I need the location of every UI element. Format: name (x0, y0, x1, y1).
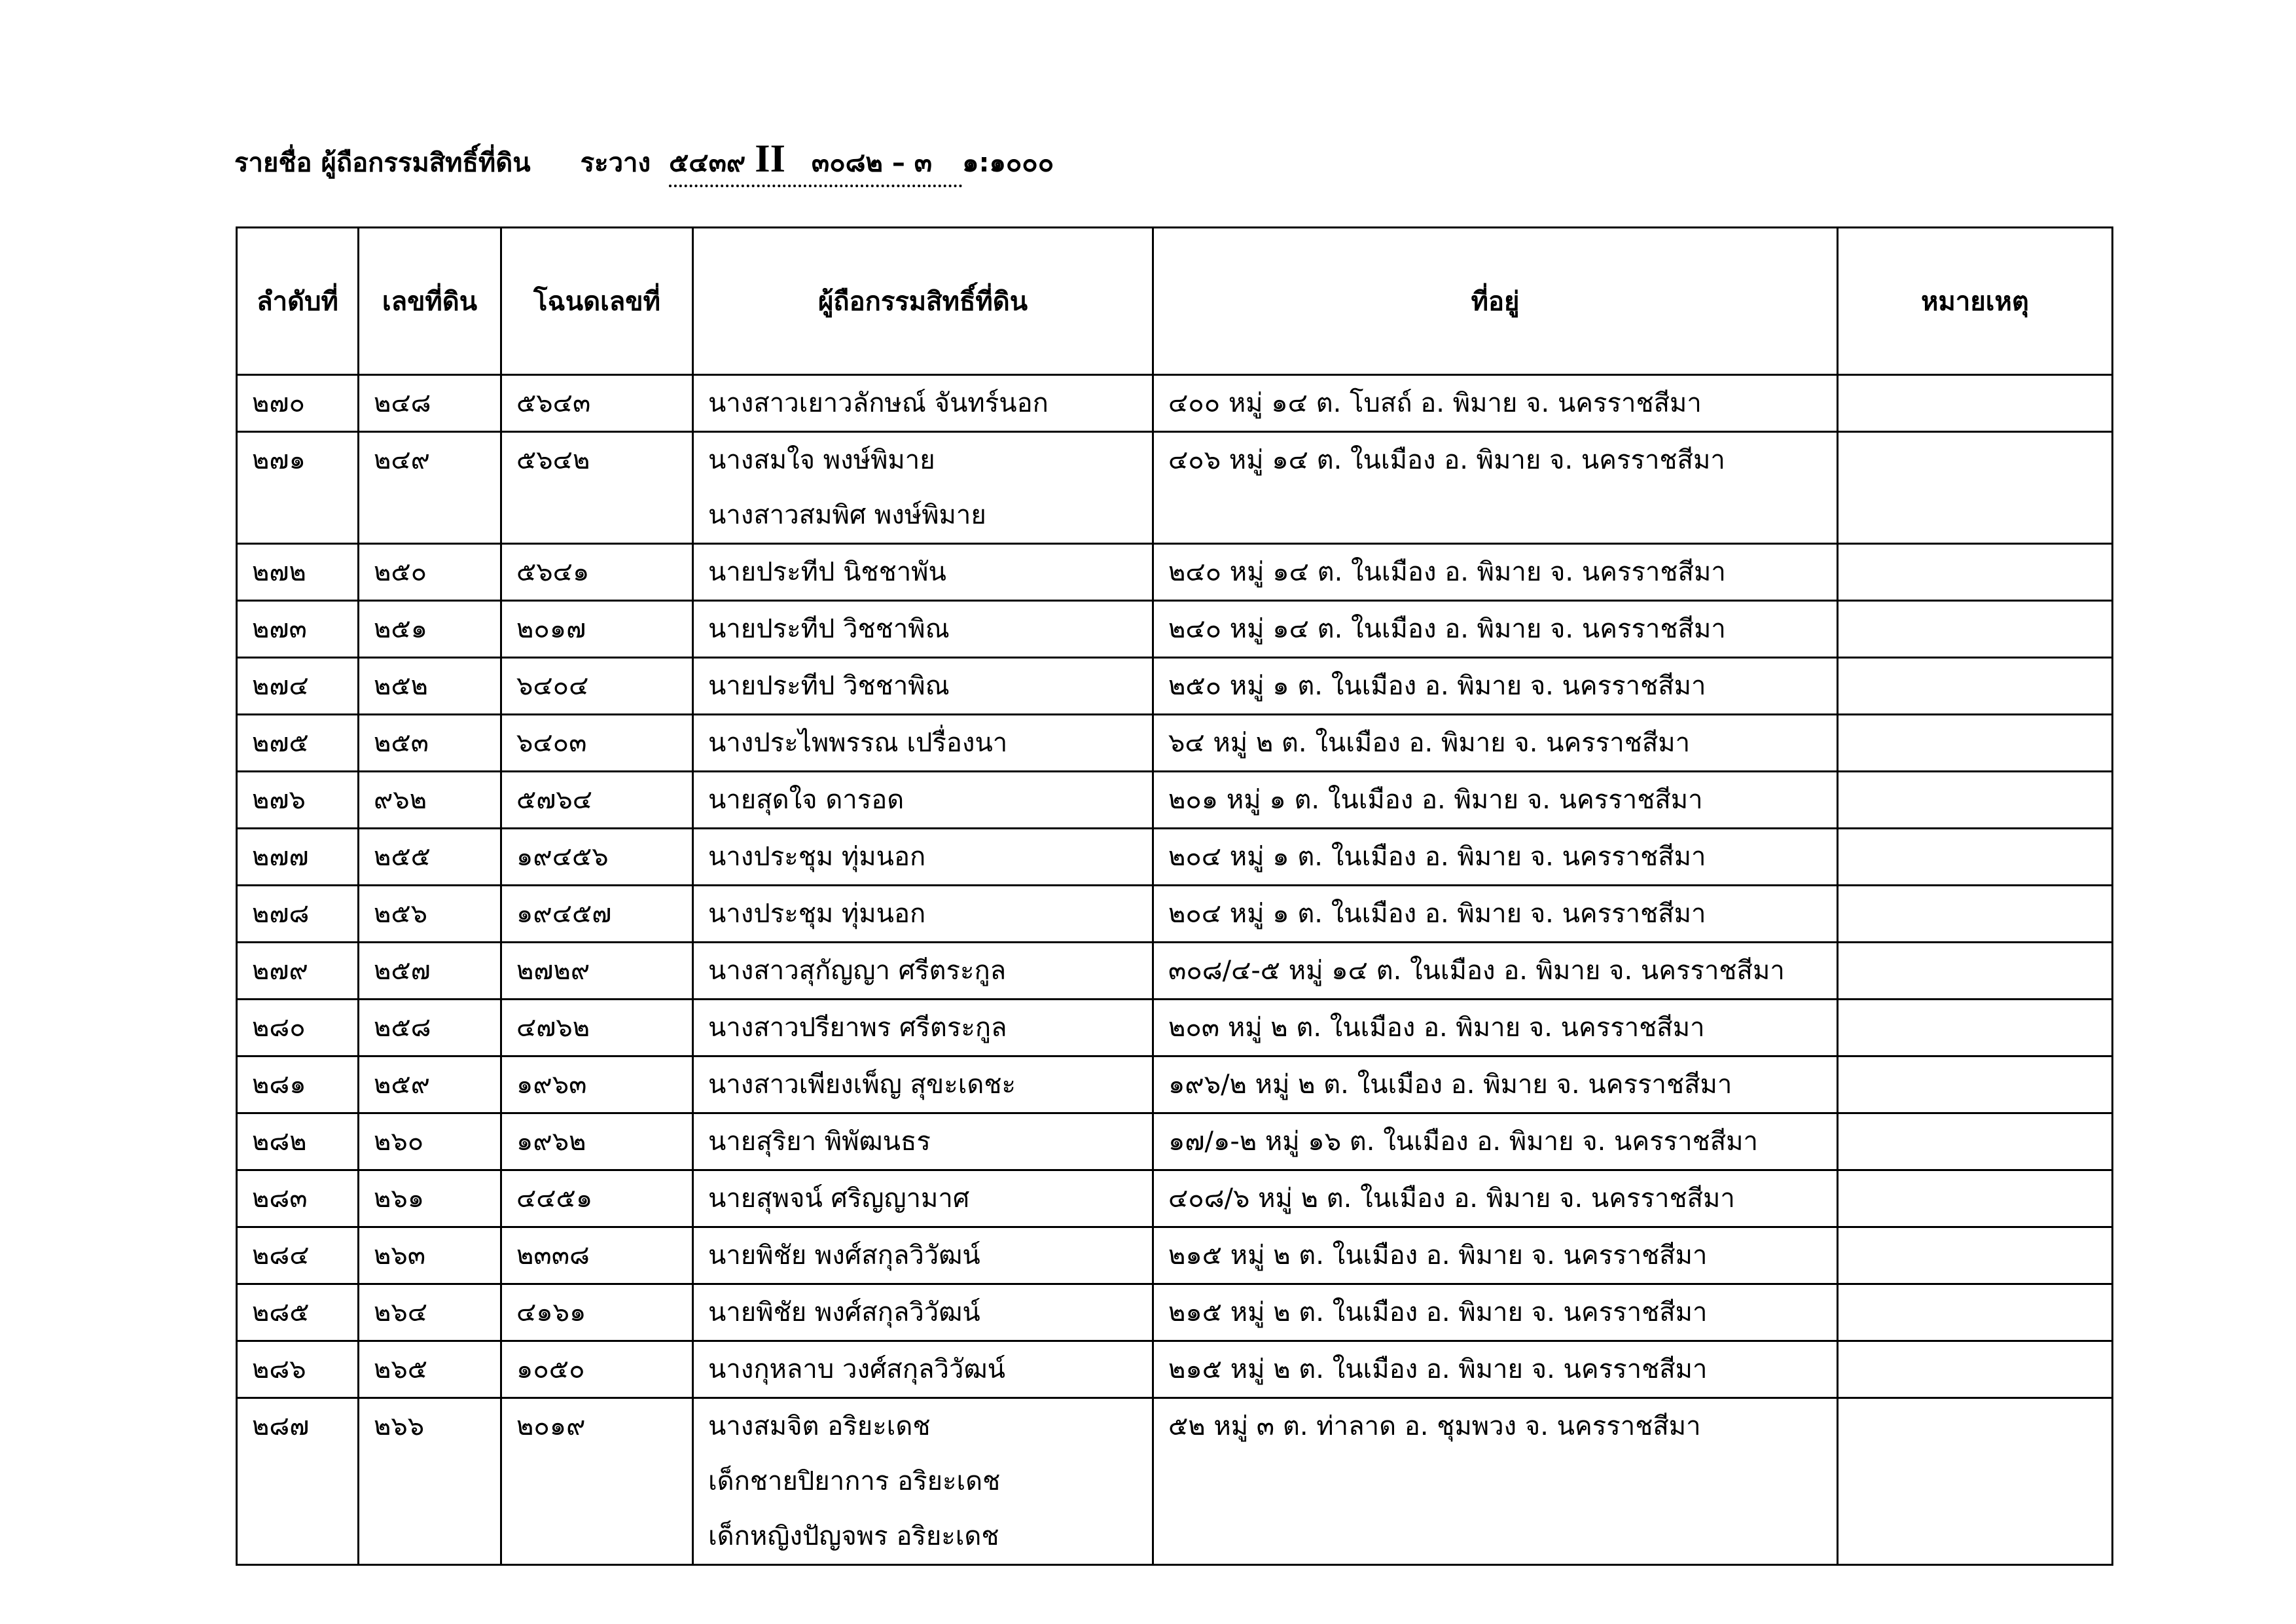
owner-name: นายสุริยา พิพัฒนธร (708, 1127, 931, 1157)
table-row (237, 943, 2113, 1000)
owner-name: นางสาวเยาวลักษณ์ จันทร์นอก (708, 388, 1049, 418)
cell-parcel-no: ๒๔๘ (359, 375, 501, 432)
cell-parcel-no: ๒๕๑ (359, 601, 501, 658)
cell-owners (693, 1056, 1153, 1113)
cell-address: ๒๐๓ หมู่ ๒ ต. ในเมือง อ. พิมาย จ. นครราชสีมา (1153, 1000, 1838, 1056)
table-row (237, 715, 2113, 772)
cell-order-no: ๒๗๕ (237, 715, 359, 772)
owner-name: นายพิชัย พงศ์สกุลวิวัฒน์ (708, 1297, 980, 1327)
owner-name: นายสุดใจ ดารอด (708, 785, 905, 815)
cell-order-no: ๒๘๗ (237, 1398, 359, 1565)
cell-address: ๒๔๐ หมู่ ๑๔ ต. ในเมือง อ. พิมาย จ. นครราชสีมา (1153, 601, 1838, 658)
cell-parcel-no: ๒๕๓ (359, 715, 501, 772)
cell-owners (693, 1000, 1153, 1056)
cell-order-no: ๒๗๓ (237, 601, 359, 658)
table-row (237, 544, 2113, 601)
document-title (234, 136, 1054, 189)
owner-name: นายประทีป วิชชาพิณ (708, 671, 950, 701)
cell-owners (693, 375, 1153, 432)
cell-note (1838, 1113, 2113, 1170)
table-row (237, 1398, 2113, 1565)
cell-note (1838, 1170, 2113, 1227)
cell-deed-no: ๔๔๕๑ (501, 1170, 693, 1227)
table-row (237, 886, 2113, 943)
owner-name: นางสมใจ พงษ์พิมาย (708, 445, 935, 475)
header-address: ที่อยู่ (1153, 228, 1838, 375)
owner-name: นางสาวสุกัญญา ศรีตระกูล (708, 956, 1007, 986)
table-body (237, 375, 2113, 1565)
table-row (237, 1341, 2113, 1398)
table-row (237, 601, 2113, 658)
cell-address: ๒๔๐ หมู่ ๑๔ ต. ในเมือง อ. พิมาย จ. นครราชสีมา (1153, 544, 1838, 601)
header-order-no: ลำดับที่ (237, 228, 359, 375)
owner-name: เด็กชายปิยาการ อริยะเดช (708, 1466, 1001, 1496)
owner-name: เด็กหญิงปัญจพร อริยะเดช (708, 1521, 999, 1551)
cell-order-no: ๒๗๒ (237, 544, 359, 601)
cell-address: ๒๑๕ หมู่ ๒ ต. ในเมือง อ. พิมาย จ. นครราชสีมา (1153, 1341, 1838, 1398)
cell-owners (693, 601, 1153, 658)
cell-deed-no: ๑๙๔๕๗ (501, 886, 693, 943)
cell-owners (693, 715, 1153, 772)
cell-order-no: ๒๗๘ (237, 886, 359, 943)
cell-address: ๔๐๐ หมู่ ๑๔ ต. โบสถ์ อ. พิมาย จ. นครราชสีมา (1153, 375, 1838, 432)
owner-name: นายประทีป นิชชาพัน (708, 557, 946, 587)
cell-parcel-no: ๒๖๕ (359, 1341, 501, 1398)
cell-parcel-no: ๒๖๓ (359, 1227, 501, 1284)
sheet-roman: II (755, 137, 785, 180)
cell-owners (693, 1113, 1153, 1170)
cell-parcel-no: ๒๕๐ (359, 544, 501, 601)
cell-parcel-no: ๒๖๔ (359, 1284, 501, 1341)
cell-parcel-no: ๒๕๗ (359, 943, 501, 1000)
cell-deed-no: ๑๙๖๒ (501, 1113, 693, 1170)
cell-note (1838, 1341, 2113, 1398)
cell-address: ๒๐๔ หมู่ ๑ ต. ในเมือง อ. พิมาย จ. นครราชสีมา (1153, 829, 1838, 886)
cell-note (1838, 943, 2113, 1000)
cell-owners (693, 1284, 1153, 1341)
cell-deed-no: ๑๙๖๓ (501, 1056, 693, 1113)
cell-owners (693, 1227, 1153, 1284)
cell-order-no: ๒๗๙ (237, 943, 359, 1000)
cell-deed-no: ๑๐๕๐ (501, 1341, 693, 1398)
cell-deed-no: ๒๐๑๙ (501, 1398, 693, 1565)
cell-deed-no: ๔๗๖๒ (501, 1000, 693, 1056)
cell-deed-no: ๒๗๒๙ (501, 943, 693, 1000)
cell-order-no: ๒๘๑ (237, 1056, 359, 1113)
table-row (237, 1284, 2113, 1341)
map-scale: ๑:๑๐๐๐ (962, 148, 1054, 178)
cell-parcel-no: ๒๖๑ (359, 1170, 501, 1227)
title-text: รายชื่อ ผู้ถือกรรมสิทธิ์ที่ดิน (234, 148, 531, 178)
cell-parcel-no: ๒๕๕ (359, 829, 501, 886)
cell-note (1838, 658, 2113, 715)
cell-deed-no: ๖๔๐๔ (501, 658, 693, 715)
sheet-grid: ๓๐๘๒ – ๓ (811, 148, 933, 178)
cell-deed-no: ๖๔๐๓ (501, 715, 693, 772)
table-row (237, 1113, 2113, 1170)
sheet-reference (669, 136, 962, 187)
cell-note (1838, 432, 2113, 544)
cell-note (1838, 829, 2113, 886)
owner-name: นายประทีป วิชชาพิณ (708, 614, 950, 644)
cell-owners (693, 772, 1153, 829)
cell-address: ๒๑๕ หมู่ ๒ ต. ในเมือง อ. พิมาย จ. นครราชสีมา (1153, 1284, 1838, 1341)
table-row (237, 772, 2113, 829)
cell-note (1838, 544, 2113, 601)
cell-note (1838, 375, 2113, 432)
cell-owners (693, 829, 1153, 886)
cell-order-no: ๒๘๒ (237, 1113, 359, 1170)
cell-parcel-no: ๒๕๙ (359, 1056, 501, 1113)
cell-note (1838, 1056, 2113, 1113)
cell-address: ๔๐๘/๖ หมู่ ๒ ต. ในเมือง อ. พิมาย จ. นครราชสีมา (1153, 1170, 1838, 1227)
cell-note (1838, 772, 2113, 829)
table-row (237, 1227, 2113, 1284)
cell-note (1838, 601, 2113, 658)
cell-note (1838, 1000, 2113, 1056)
header-owner: ผู้ถือกรรมสิทธิ์ที่ดิน (693, 228, 1153, 375)
cell-owners (693, 432, 1153, 544)
cell-address: ๔๐๖ หมู่ ๑๔ ต. ในเมือง อ. พิมาย จ. นครราชสีมา (1153, 432, 1838, 544)
cell-parcel-no: ๒๖๖ (359, 1398, 501, 1565)
cell-address: ๑๗/๑-๒ หมู่ ๑๖ ต. ในเมือง อ. พิมาย จ. นครราชสีมา (1153, 1113, 1838, 1170)
cell-address: ๑๙๖/๒ หมู่ ๒ ต. ในเมือง อ. พิมาย จ. นครราชสีมา (1153, 1056, 1838, 1113)
cell-address: ๕๒ หมู่ ๓ ต. ท่าลาด อ. ชุมพวง จ. นครราชสีมา (1153, 1398, 1838, 1565)
cell-address: ๒๐๑ หมู่ ๑ ต. ในเมือง อ. พิมาย จ. นครราชสีมา (1153, 772, 1838, 829)
cell-order-no: ๒๘๖ (237, 1341, 359, 1398)
cell-order-no: ๒๘๐ (237, 1000, 359, 1056)
cell-deed-no: ๔๑๖๑ (501, 1284, 693, 1341)
table-row (237, 658, 2113, 715)
table-row (237, 1000, 2113, 1056)
cell-order-no: ๒๘๓ (237, 1170, 359, 1227)
cell-note (1838, 1398, 2113, 1565)
cell-owners (693, 658, 1153, 715)
table-header-row (237, 228, 2113, 375)
owner-name: นางประไพพรรณ เปรื่องนา (708, 728, 1008, 758)
owner-name: นางสมจิต อริยะเดช (708, 1411, 931, 1441)
owner-name: นางกุหลาบ วงศ์สกุลวิวัฒน์ (708, 1354, 1005, 1384)
sheet-label: ระวาง (580, 148, 651, 178)
owner-name: นางสาวเพียงเพ็ญ สุขะเดชะ (708, 1070, 1016, 1100)
cell-address: ๒๕๐ หมู่ ๑ ต. ในเมือง อ. พิมาย จ. นครราชสีมา (1153, 658, 1838, 715)
cell-deed-no: ๒๐๑๗ (501, 601, 693, 658)
cell-order-no: ๒๘๔ (237, 1227, 359, 1284)
cell-deed-no: ๕๖๔๓ (501, 375, 693, 432)
header-deed-no: โฉนดเลขที่ (501, 228, 693, 375)
land-owner-table (236, 226, 2113, 1566)
cell-deed-no: ๕๖๔๑ (501, 544, 693, 601)
owner-name: นางสาวสมพิศ พงษ์พิมาย (708, 500, 986, 530)
cell-order-no: ๒๗๑ (237, 432, 359, 544)
owner-name: นางสาวปรียาพร ศรีตระกูล (708, 1013, 1007, 1043)
cell-parcel-no: ๒๕๘ (359, 1000, 501, 1056)
cell-note (1838, 1227, 2113, 1284)
cell-order-no: ๒๗๗ (237, 829, 359, 886)
cell-note (1838, 715, 2113, 772)
cell-owners (693, 544, 1153, 601)
cell-deed-no: ๒๓๓๘ (501, 1227, 693, 1284)
cell-order-no: ๒๗๖ (237, 772, 359, 829)
header-parcel-no: เลขที่ดิน (359, 228, 501, 375)
table-row (237, 1056, 2113, 1113)
owner-name: นางประชุม ทุ่มนอก (708, 842, 926, 872)
cell-owners (693, 1398, 1153, 1565)
cell-order-no: ๒๗๐ (237, 375, 359, 432)
cell-deed-no: ๕๗๖๔ (501, 772, 693, 829)
cell-parcel-no: ๒๕๖ (359, 886, 501, 943)
cell-address: ๖๔ หมู่ ๒ ต. ในเมือง อ. พิมาย จ. นครราชสีมา (1153, 715, 1838, 772)
table-row (237, 1170, 2113, 1227)
sheet-number: ๕๔๓๙ (669, 148, 746, 178)
cell-order-no: ๒๗๔ (237, 658, 359, 715)
cell-owners (693, 1341, 1153, 1398)
cell-note (1838, 1284, 2113, 1341)
cell-deed-no: ๕๖๔๒ (501, 432, 693, 544)
cell-address: ๒๐๔ หมู่ ๑ ต. ในเมือง อ. พิมาย จ. นครราชสีมา (1153, 886, 1838, 943)
cell-owners (693, 1170, 1153, 1227)
cell-owners (693, 886, 1153, 943)
cell-note (1838, 886, 2113, 943)
cell-owners (693, 943, 1153, 1000)
owner-name: นางประชุม ทุ่มนอก (708, 899, 926, 929)
owner-name: นายพิชัย พงศ์สกุลวิวัฒน์ (708, 1240, 980, 1271)
cell-parcel-no: ๒๖๐ (359, 1113, 501, 1170)
owner-name: นายสุพจน์ ศริญญามาศ (708, 1183, 970, 1214)
table-row (237, 829, 2113, 886)
cell-deed-no: ๑๙๔๕๖ (501, 829, 693, 886)
header-note: หมายเหตุ (1838, 228, 2113, 375)
cell-address: ๓๐๘/๔-๕ หมู่ ๑๔ ต. ในเมือง อ. พิมาย จ. นครราชสีมา (1153, 943, 1838, 1000)
cell-parcel-no: ๒๕๒ (359, 658, 501, 715)
table-row (237, 375, 2113, 432)
table-row (237, 432, 2113, 544)
cell-order-no: ๒๘๕ (237, 1284, 359, 1341)
cell-parcel-no: ๒๔๙ (359, 432, 501, 544)
cell-parcel-no: ๙๖๒ (359, 772, 501, 829)
cell-address: ๒๑๕ หมู่ ๒ ต. ในเมือง อ. พิมาย จ. นครราชสีมา (1153, 1227, 1838, 1284)
